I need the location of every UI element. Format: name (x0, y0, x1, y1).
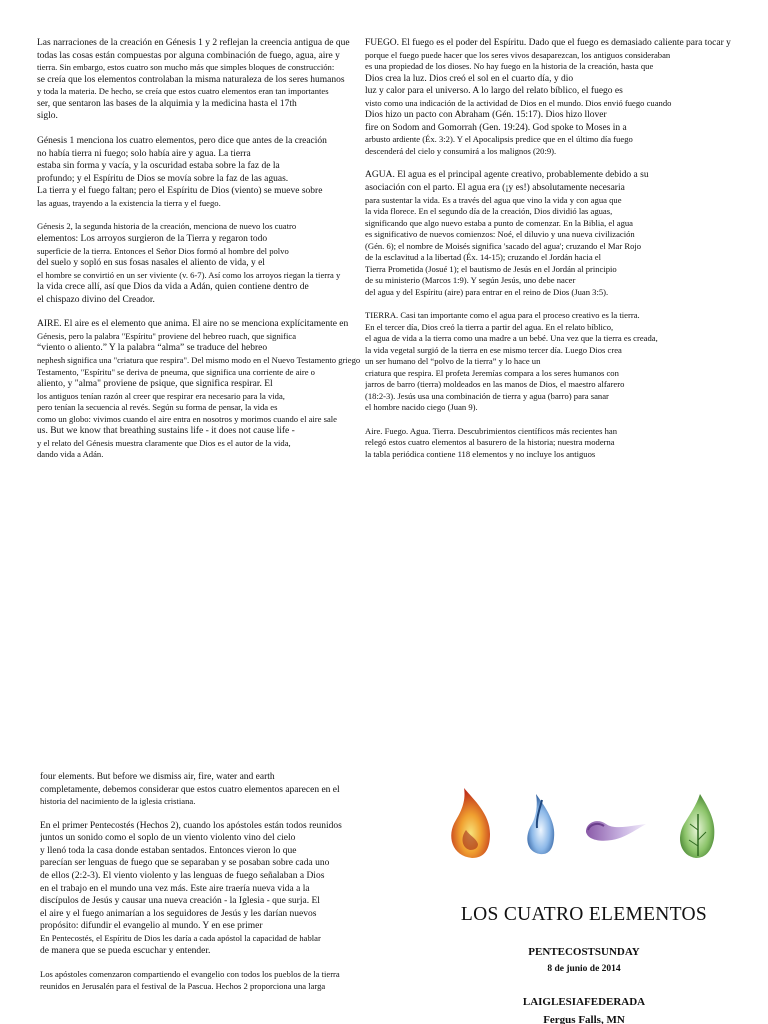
text-line: Testamento, "Espíritu" se deriva de pneuma, que significa una corriente de aire o (37, 366, 315, 377)
summary-paragraph (365, 426, 768, 461)
text-line: Génesis 2, la segunda historia de la creación, menciona de nuevo los cuatro (37, 221, 297, 232)
text-line: la vida crece allí, así que Dios da vida a Adán, quien contiene dentro de (37, 282, 309, 293)
text-line: se creía que los elementos controlaban la misma naturaleza de los seres humanos (37, 74, 345, 85)
text-line: de su ministerio (Marcos 1:9). Y según Jesús, uno debe nacer (365, 275, 576, 286)
text-line: luz y calor para el universo. A lo largo del relato bíblico, el fuego es (365, 86, 623, 97)
right-column (365, 37, 768, 460)
text-line: arbusto ardiente (Éx. 3:2). Y el Apocalipsis predice que en el último día fuego (365, 134, 633, 145)
text-line: siglo. (37, 111, 58, 122)
four-elements-illustration (400, 770, 768, 870)
text-line: el chispazo divino del Creador. (37, 294, 155, 305)
text-line: (18:2-3). Jesús usa una combinación de tierra y agua (barro) para sanar (365, 390, 609, 401)
text-line: asociación con el parto. El agua era (¡y es!) absolutamente necesaria (365, 183, 625, 194)
text-line: del suelo y sopló en sus fosas nasales el aliento de vida, y el (37, 258, 265, 269)
text-line: reunidos en Jerusalén para el festival de la Pascua. Hechos 2 proporciona una larga (40, 980, 326, 991)
text-line: AIRE. El aire es el elemento que anima. El aire no se menciona explícitamente en (37, 319, 349, 330)
text-line: las aguas, trayendo a la existencia la tierra y el fuego. (37, 197, 221, 208)
text-line: nephesh significa una "criatura que respira". Del mismo modo en el Nuevo Testamento griego (37, 355, 361, 365)
text-line: descenderá del cielo y consumirá a los malignos (20:9). (365, 145, 557, 156)
text-line: fire on Sodom and Gomorrah (Gen. 19:24). God spoke to Moses in a (365, 122, 627, 133)
text-line: ser, que sentaron las bases de la alquimia y la medicina hasta el 17th (37, 98, 297, 109)
text-line: Aire. Fuego. Agua. Tierra. Descubrimientos científicos más recientes han (365, 425, 618, 436)
text-line: juntos un sonido como el soplo de un viento violento vino del cielo (40, 833, 296, 844)
air-paragraph (37, 318, 363, 460)
text-line: Génesis 1 menciona los cuatro elementos, pero dice que antes de la creación (37, 135, 327, 146)
apostles-paragraph (40, 969, 385, 992)
text-line: parecían ser lenguas de fuego que se separaban y se posaban sobre cada uno (40, 858, 330, 869)
text-line: es una propiedad de los dioses. No hay fuego en la historia de la creación, hasta que (365, 61, 654, 72)
text-line: La tierra y el fuego faltan; pero el Espíritu de Dios (viento) se mueve sobre (37, 186, 323, 197)
water-paragraph (365, 169, 768, 298)
text-line: tierra. Sin embargo, estos cuatro son mucho más que simples bloques de construcción: (37, 62, 335, 73)
pentecost-paragraph (40, 820, 385, 957)
text-line: significando que algo nuevo estaba a punto de comenzar. En la Biblia, el agua (365, 217, 633, 228)
left-column (37, 37, 363, 461)
text-line: el aire y el fuego animarían a los seguidores de Jesús y les darían nuevos (40, 908, 317, 919)
earth-icon (680, 794, 714, 858)
text-line: Génesis, pero la palabra "Espíritu" proviene del hebreo ruach, que significa (37, 330, 297, 341)
text-line: la vida vegetal surgió de la tierra en ese mismo tercer día. Luego Dios crea (365, 344, 622, 355)
text-line: Dios hizo un pacto con Abraham (Gén. 15:17). Dios hizo llover (365, 110, 607, 121)
occasion-label: PENTECOSTSUNDAY (528, 946, 640, 958)
text-line: de ellos (2:2-3). El viento violento y las lenguas de fuego señalaban a Dios (40, 871, 325, 882)
text-line: la vida florece. En el segundo día de la creación, Dios dividió las aguas, (365, 206, 613, 217)
text-line: de manera que se pueda escuchar y entender. (40, 945, 211, 956)
text-line: la tabla periódica contiene 118 elementos y no incluye los antiguos (365, 448, 596, 459)
text-line: jarros de barro (tierra) moldeados en las manos de Dios, el maestro alfarero (365, 379, 625, 390)
text-line: “viento o aliento.” Y la palabra “alma” se traduce del hebreo (37, 343, 268, 354)
text-line: el hombre se convirtió en un ser viviente (v. 6-7). Así como los arroyos riegan la tierra y (37, 269, 341, 280)
text-line: criatura que respira. El profeta Jeremías compara a los seres humanos con (365, 367, 619, 378)
text-line: completamente, debemos considerar que estos cuatro elementos aparecen en el (40, 784, 340, 795)
church-name: LAIGLESIAFEDERADA (522, 996, 646, 1008)
page-title: LOS CUATRO ELEMENTOS (460, 904, 708, 925)
bottom-left-column (40, 771, 385, 1024)
genesis-1-paragraph (37, 135, 363, 209)
text-line: es significativo de nuevos comienzos: Noé, el diluvio y una nueva civilización (365, 229, 635, 240)
fire-paragraph (365, 37, 768, 157)
air-icon (586, 821, 646, 841)
text-line: superficie de la tierra. Entonces el Señor Dios formó al hombre del polvo (37, 245, 289, 256)
text-line: y el relato del Génesis muestra claramente que Dios es el autor de la vida, (37, 437, 291, 448)
text-line: Los apóstoles comenzaron compartiendo el evangelio con todos los pueblos de la tierra (40, 969, 340, 980)
cover-panel (400, 770, 768, 1024)
earth-paragraph (365, 310, 768, 414)
text-line: TIERRA. Casi tan importante como el agua para el proceso creativo es la tierra. (365, 310, 640, 321)
text-line: propósito: difundir el evangelio al mundo. Y en ese primer (40, 921, 263, 932)
text-line: visto como una indicación de la actividad de Dios en el mundo. Dios envió fuego cuando (365, 97, 672, 108)
text-line: AGUA. El agua es el principal agente creativo, probablemente debido a su (365, 170, 649, 181)
text-line: los antiguos tenían razón al creer que respirar era necesario para la vida, (37, 390, 285, 401)
text-line: pero tenían la secuencia al revés. Según su forma de pensar, la vida es (37, 402, 278, 413)
text-line: Tierra Prometida (Josué 1); el bautismo de Jesús en el Jordán al principio (365, 263, 617, 274)
date-label: 8 de junio de 2014 (547, 964, 621, 974)
water-icon (527, 794, 554, 854)
location-label: Fergus Falls, MN (543, 1014, 625, 1024)
text-line: porque el fuego puede hacer que los seres vivos desaparezcan, los antiguos consideraban (365, 49, 671, 60)
intro-paragraph (37, 37, 363, 123)
text-line: Las narraciones de la creación en Génesis 1 y 2 reflejan la creencia antigua de que (37, 38, 350, 48)
text-line: aliento, y "alma" proviene de psique, que significa respirar. El (37, 379, 273, 389)
text-line: el agua de vida a la tierra como una madre a un bebé. Una vez que la tierra es creada, (365, 333, 658, 344)
text-line: relegó estos cuatro elementos al basurero de la historia; nuestra moderna (365, 437, 615, 448)
text-line: del agua y del Espíritu (aire) para entrar en el reino de Dios (Juan 3:5). (365, 286, 609, 297)
text-line: historia del nacimiento de la iglesia cristiana. (40, 796, 196, 807)
text-line: four elements. But before we dismiss air, fire, water and earth (40, 772, 275, 782)
genesis-2-paragraph (37, 221, 363, 306)
text-line: no había tierra ni fuego; solo había aire y agua. La tierra (37, 148, 251, 159)
text-line: discípulos de Jesús y causar una nueva creación - la Iglesia - que surja. El (40, 896, 320, 907)
text-line: como un globo: vivimos cuando el aire entra en nosotros y morimos cuando el aire sale (37, 413, 337, 424)
text-line: para sustentar la vida. Es a través del agua que vino la vida y con agua que (365, 194, 622, 205)
text-line: elementos: Los arroyos surgieron de la Tierra y regaron todo (37, 233, 268, 244)
text-line: En Pentecostés, el Espíritu de Dios les daría a cada apóstol la capacidad de hablar (40, 933, 321, 944)
text-line: Dios crea la luz. Dios creó el sol en el cuarto día, y dio (365, 73, 574, 84)
fire-icon (451, 788, 490, 858)
text-line: de la esclavitud a la libertad (Éx. 14-15); cruzando el Jordán hacia el (365, 252, 601, 263)
text-line: us. But we know that breathing sustains life - it does not cause life - (37, 426, 295, 437)
pentecost-intro-paragraph (40, 771, 385, 808)
text-line: (Gén. 6); el nombre de Moisés significa 'sacado del agua'; cruzando el Mar Rojo (365, 240, 642, 251)
text-line: y toda la materia. De hecho, se creía que estos cuatro elementos eran tan importantes (37, 86, 329, 97)
text-line: en el trabajo en el mundo una vez más. Este aire traería nueva vida a la (40, 883, 310, 894)
text-line: profundo; y el Espíritu de Dios se movía sobre la faz de las aguas. (37, 173, 289, 184)
text-line: todas las cosas están compuestas por alguna combinación de fuego, agua, aire y (37, 50, 340, 61)
text-line: estaba sin forma y vacía, y la oscuridad estaba sobre la faz de la (37, 161, 280, 172)
text-line: dando vida a Adán. (37, 449, 104, 460)
text-line: FUEGO. El fuego es el poder del Espíritu. Dado que el fuego es demasiado caliente para tocar y (365, 38, 731, 48)
text-line: el hombre nacido ciego (Juan 9). (365, 402, 478, 413)
text-line: un ser humano del “polvo de la tierra” y lo hace un (365, 356, 541, 367)
text-line: En el tercer día, Dios creó la tierra a partir del agua. En el relato bíblico, (365, 321, 614, 332)
text-line: En el primer Pentecostés (Hechos 2), cuando los apóstoles están todos reunidos (40, 820, 342, 831)
text-line: y llenó toda la casa donde estaban sentados. Entonces vieron lo que (40, 845, 297, 856)
